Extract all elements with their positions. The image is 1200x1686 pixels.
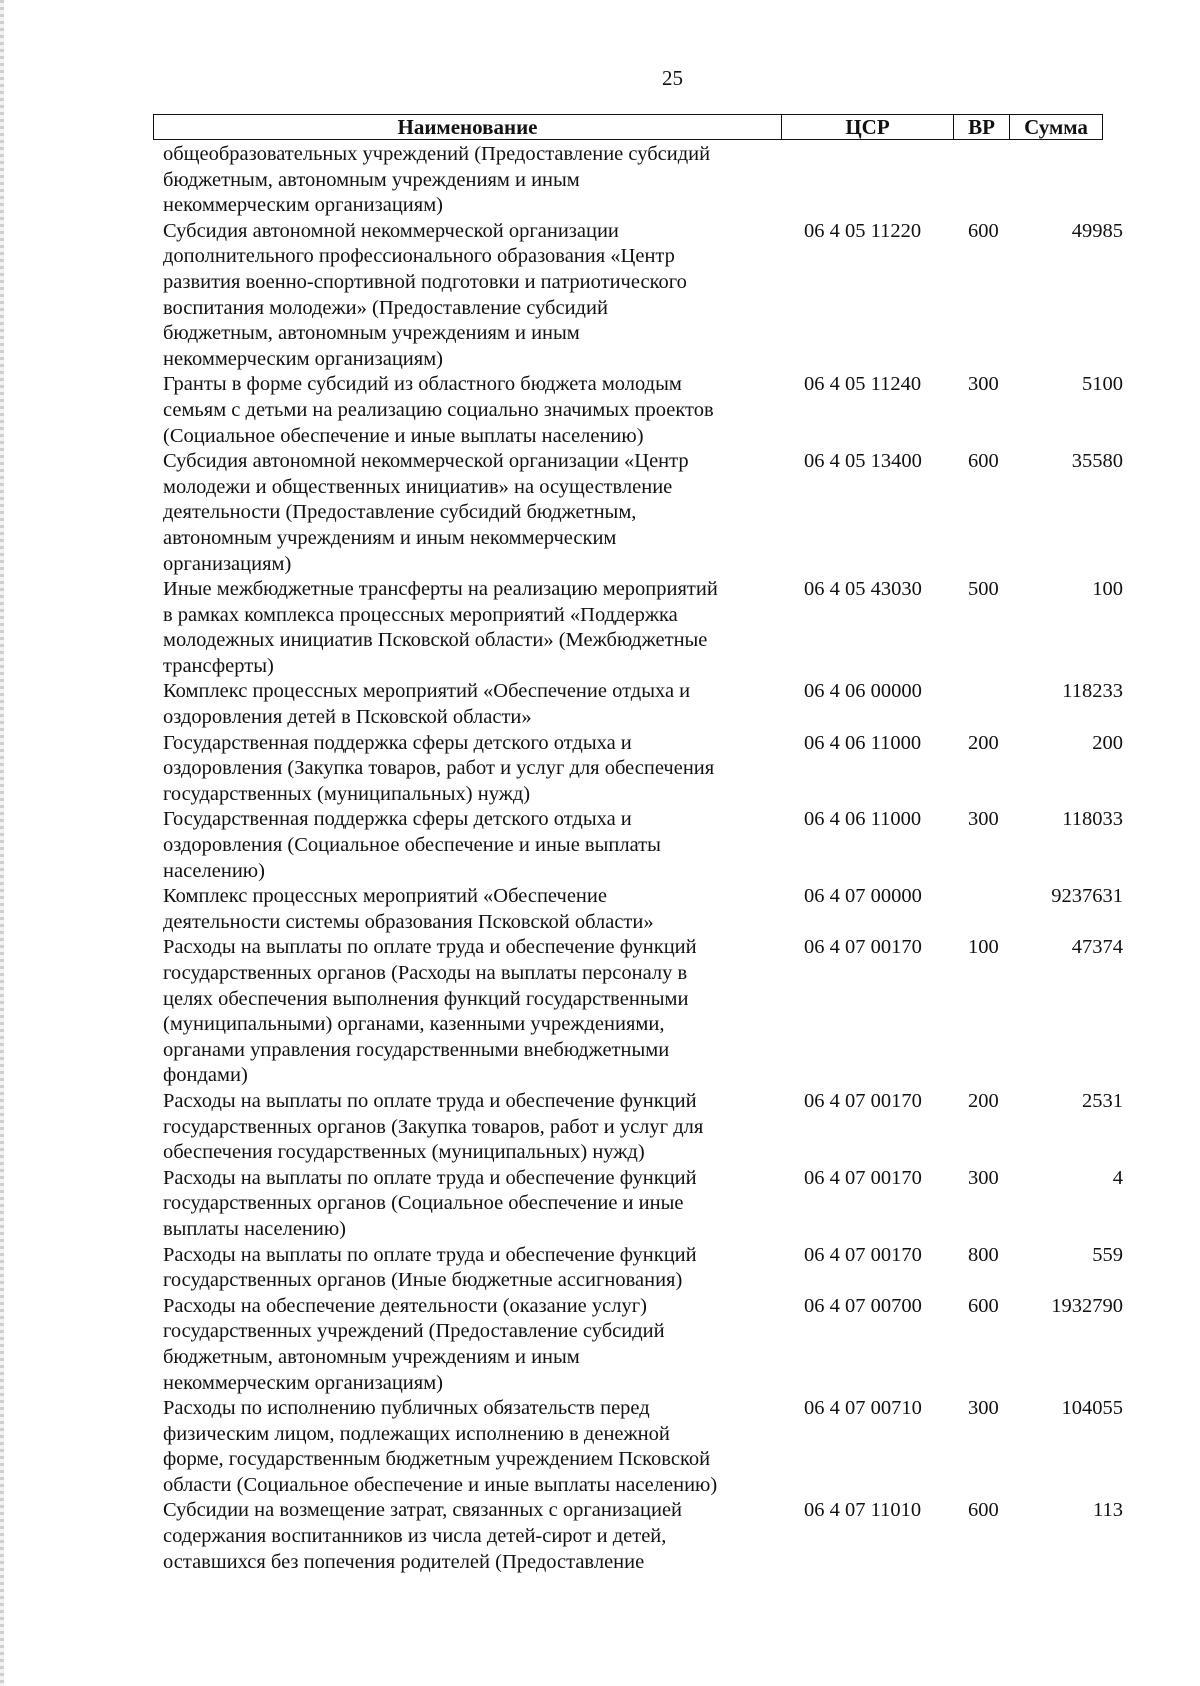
row-vr: 600 — [968, 219, 999, 242]
header-vr: ВР — [954, 115, 1010, 139]
table-row — [163, 807, 1123, 884]
table-row — [163, 142, 1123, 219]
row-csr: 06 4 06 11000 — [804, 808, 922, 831]
row-sum: 200 — [1092, 731, 1123, 754]
row-name: Иные межбюджетные трансферты на реализацию мероприятий в рамках комплекса процессных мероприятий «Поддержка молодежных инициатив Псковской области» (Межбюджетные трансферты) — [163, 578, 718, 677]
row-sum: 1932790 — [1051, 1294, 1123, 1317]
row-csr: 06 4 07 00700 — [804, 1294, 922, 1317]
row-sum: 2531 — [1082, 1089, 1123, 1112]
row-sum: 5100 — [1082, 373, 1123, 396]
row-vr: 600 — [968, 1499, 999, 1522]
row-name: Расходы на обеспечение деятельности (оказание услуг) государственных учреждений (Предоставление субсидий бюджетным, автономным учреждениям и иным некоммерческим организациям) — [163, 1294, 665, 1394]
row-name: Расходы на выплаты по оплате труда и обеспечение функций государственных органов (Социальное обеспечение и иные выплаты населению) — [163, 1166, 697, 1240]
scan-edge-decoration — [0, 0, 4, 1686]
table-row — [163, 219, 1123, 373]
row-name: Государственная поддержка сферы детского отдыха и оздоровления (Социальное обеспечение и иные выплаты населению) — [163, 808, 661, 882]
row-name: Расходы на выплаты по оплате труда и обеспечение функций государственных органов (Иные бюджетные ассигнования) — [163, 1243, 697, 1292]
row-vr: 300 — [968, 1166, 999, 1189]
row-name: Расходы по исполнению публичных обязательств перед физическим лицом, подлежащих исполнению в денежной форме, государственным бюджетным учреждением Псковской области (Социальное обеспечение и иные выплаты населению) — [163, 1397, 718, 1496]
row-name: Гранты в форме субсидий из областного бюджета молодым семьям с детьми на реализацию социально значимых проектов (Социальное обеспечение и иные выплаты населению) — [163, 373, 714, 447]
table-row — [163, 449, 1123, 577]
row-sum: 4 — [1112, 1166, 1123, 1189]
row-name: Расходы на выплаты по оплате труда и обеспечение функций государственных органов (Расходы на выплаты персоналу в целях обеспечения выполнения функций государственными (муниципальными) органами, казенными учреждениями, органами управления государственными внебюджетными фондами) — [163, 936, 697, 1087]
row-sum: 47374 — [1071, 936, 1123, 959]
row-csr: 06 4 07 00000 — [804, 885, 922, 908]
row-name: Субсидия автономной некоммерческой организации дополнительного профессионального образования «Центр развития военно-спортивной подготовки и патриотического воспитания молодежи» (Предоставление субсидий бюджетным, автономным учреждениям и иным некоммерческим организациям) — [163, 219, 687, 370]
row-csr: 06 4 05 13400 — [804, 450, 922, 473]
row-vr: 800 — [968, 1243, 999, 1266]
table-row — [163, 1089, 1123, 1166]
row-csr: 06 4 07 00170 — [804, 936, 922, 959]
row-vr: 600 — [968, 450, 999, 473]
table-row — [163, 1166, 1123, 1243]
table-row — [163, 577, 1123, 679]
row-name: Комплекс процессных мероприятий «Обеспечение деятельности системы образования Псковской области» — [163, 885, 654, 933]
row-csr: 06 4 07 00170 — [804, 1166, 922, 1189]
row-csr: 06 4 07 11010 — [804, 1499, 922, 1522]
row-vr: 300 — [968, 373, 999, 396]
table-row — [163, 731, 1123, 808]
table-row — [163, 679, 1123, 730]
row-name: Комплекс процессных мероприятий «Обеспечение отдыха и оздоровления детей в Псковской области» — [163, 680, 691, 729]
row-vr: 100 — [968, 936, 999, 959]
row-vr: 600 — [968, 1294, 999, 1317]
row-name: Расходы на выплаты по оплате труда и обеспечение функций государственных органов (Закупка товаров, работ и услуг для обеспечения государственных (муниципальных) нужд) — [163, 1089, 704, 1164]
row-sum: 559 — [1092, 1243, 1123, 1266]
table-row — [163, 935, 1123, 1089]
page-number: 25 — [662, 66, 683, 90]
row-name: Субсидия автономной некоммерческой организации «Центр молодежи и общественных инициатив» на осуществление деятельности (Предоставление субсидий бюджетным, автономным учреждениям и иным некоммерческим организациям) — [163, 450, 689, 575]
row-sum: 113 — [1093, 1499, 1123, 1522]
table-row — [163, 884, 1123, 935]
table-row — [163, 1294, 1123, 1396]
table-row — [163, 1498, 1123, 1575]
row-csr: 06 4 07 00710 — [804, 1397, 922, 1420]
row-csr: 06 4 06 00000 — [804, 680, 922, 703]
row-sum: 35580 — [1071, 450, 1123, 473]
row-csr: 06 4 07 00170 — [804, 1243, 922, 1266]
table-header — [153, 114, 1103, 140]
row-csr: 06 4 07 00170 — [804, 1089, 922, 1112]
row-csr: 06 4 05 11220 — [804, 219, 922, 242]
row-sum: 49985 — [1071, 219, 1123, 242]
row-sum: 118233 — [1062, 680, 1123, 703]
row-vr: 200 — [968, 731, 999, 754]
row-csr: 06 4 05 11240 — [804, 373, 922, 396]
row-sum: 104055 — [1061, 1397, 1123, 1420]
row-name: Государственная поддержка сферы детского отдыха и оздоровления (Закупка товаров, работ и услуг для обеспечения государственных (муниципальных) нужд) — [163, 731, 715, 805]
header-csr: ЦСР — [782, 115, 954, 139]
row-name: общеобразовательных учреждений (Предоставление субсидий бюджетным, автономным учреждениям и иным некоммерческим организациям) — [163, 143, 711, 217]
row-sum: 118033 — [1062, 808, 1123, 831]
row-sum: 100 — [1092, 578, 1123, 601]
row-vr: 500 — [968, 578, 999, 601]
row-vr: 200 — [968, 1089, 999, 1112]
table-row — [163, 1396, 1123, 1498]
row-vr: 300 — [968, 1397, 999, 1420]
header-sum: Сумма — [1024, 114, 1088, 139]
row-name: Субсидии на возмещение затрат, связанных с организацией содержания воспитанников из числа детей-сирот и детей, оставшихся без попечения родителей (Предоставление — [163, 1499, 683, 1573]
row-csr: 06 4 05 43030 — [804, 578, 922, 601]
table-body — [163, 142, 1123, 1575]
table-row — [163, 372, 1123, 449]
row-sum: 9237631 — [1051, 885, 1123, 908]
header-name: Наименование — [154, 115, 782, 139]
table-row — [163, 1243, 1123, 1294]
row-csr: 06 4 06 11000 — [804, 731, 922, 754]
row-vr: 300 — [968, 808, 999, 831]
